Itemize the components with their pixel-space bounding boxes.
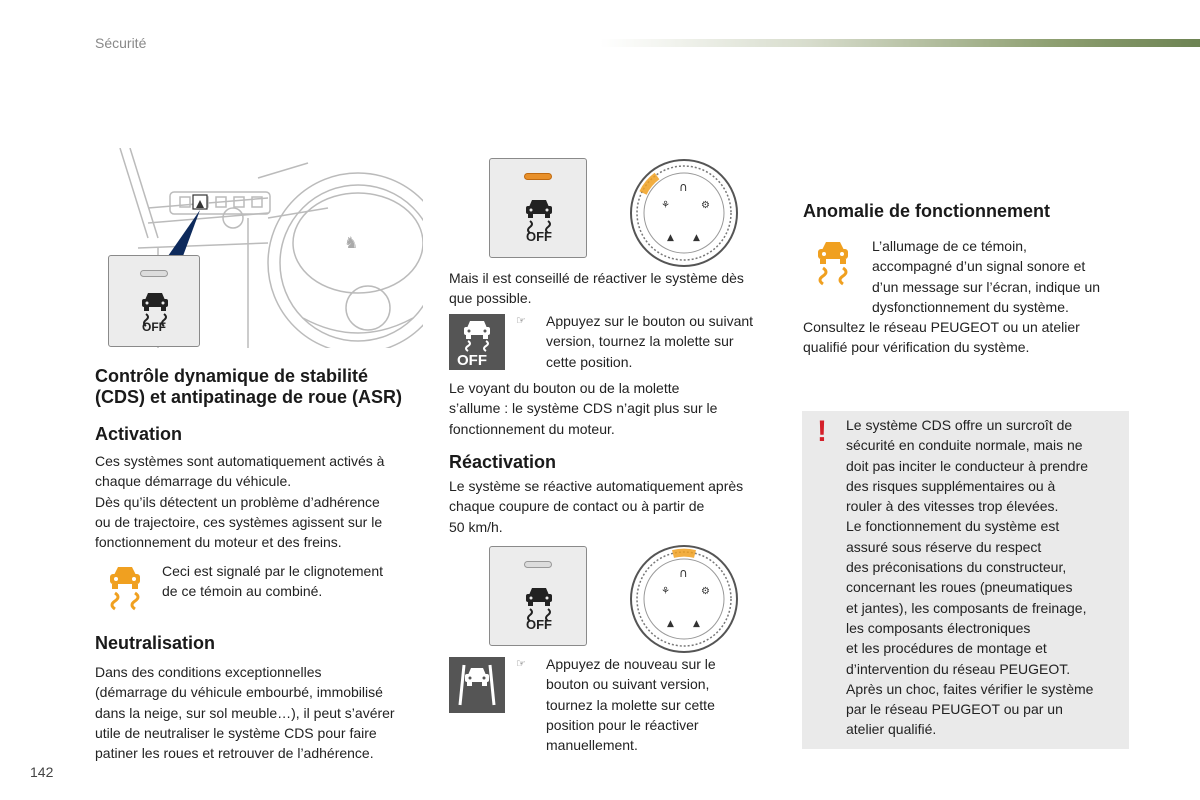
off-label: OFF [457,352,487,369]
voyant-text [449,378,717,439]
text-line: Appuyez de nouveau sur le [546,656,716,672]
text-line: des préconisations du constructeur, [846,559,1067,576]
text-line: (démarrage du véhicule embourbé, immobilisé [95,684,383,701]
page-number: 142 [30,764,54,780]
text-line: que possible. [449,290,532,307]
skid-car-icon [103,565,147,615]
text-line: L’allumage de ce témoin, [872,238,1027,254]
off-label: OFF [526,617,552,632]
text-line: des risques supplémentaires ou à [846,477,1056,494]
text-line: sécurité en conduite normale, mais ne [846,437,1083,454]
text-line: dysfonctionnement du système. [872,298,1069,315]
text-line: utile de neutraliser le système CDS pour faire [95,724,377,741]
text-line: de ce témoin au combiné. [162,583,323,600]
text-line: cette position. [546,353,633,370]
reactivation-heading: Réactivation [449,452,557,472]
text-line: et jantes), les composants de freinage, [846,599,1087,616]
main-title [95,366,402,408]
anomalie-text [803,317,1080,358]
svg-text:▲: ▲ [667,233,674,243]
text-line: Mais il est conseillé de réactiver le système dès [449,270,744,286]
text-line: concernant les roues (pneumatiques [846,579,1073,596]
step1-text [546,311,753,372]
off-label: OFF [142,320,166,334]
skid-car-icon [811,240,855,290]
skid-car-off-icon [458,318,496,352]
text-line: assuré sous réserve du respect [846,538,1042,555]
svg-text:▲: ▲ [667,619,674,629]
svg-text:⚘: ⚘ [661,200,670,211]
text-line: atelier qualifié. [846,721,937,738]
text-line: position pour le réactiver [546,716,699,733]
text-line: bouton ou suivant version, [546,676,710,693]
svg-text:⚙: ⚙ [701,200,710,211]
pointing-hand-icon: ☞ [516,658,526,670]
text-line: rouler à des vitesses trop élevées. [846,498,1059,515]
activation-text [95,451,384,552]
header-bar [600,39,1200,47]
svg-text:▲: ▲ [693,619,700,629]
cds-button-panel-off [489,546,587,646]
dark-road-tile [449,657,505,713]
text-line: manuellement. [546,737,638,754]
svg-text:⚘: ⚘ [661,586,670,597]
reactivation-text [449,476,743,537]
text-line: Le système CDS offre un surcroît de [846,417,1073,433]
text-line: d’un message sur l’écran, indique un [872,278,1101,295]
svg-text:∩: ∩ [679,566,688,580]
svg-text:▲: ▲ [693,233,700,243]
text-line: Ceci est signalé par le clignotement [162,563,384,579]
middle-intro [449,268,744,309]
text-line: ou de trajectoire, ces systèmes agissent sur le [95,513,383,530]
section-label: Sécurité [95,35,147,51]
button-led-active [524,173,552,180]
text-line: Le voyant du bouton ou de la molette [449,380,680,396]
svg-text:∩: ∩ [679,180,688,194]
off-label: OFF [526,229,552,244]
button-led [140,270,168,277]
text-line: Dès qu’ils détectent un problème d’adhérence [95,493,380,510]
text-line: Ces systèmes sont automatiquement activés à [95,453,385,469]
text-line: tournez la molette sur cette [546,696,715,713]
text-line: par le réseau PEUGEOT ou par un [846,701,1063,718]
dark-skid-off-tile [449,314,505,370]
cds-button-panel [108,255,200,347]
text-line: chaque démarrage du véhicule. [95,473,292,490]
neutralisation-text [95,662,395,763]
safety-note-box [802,411,1129,749]
text-line: s’allume : le système CDS n’agit plus sur le [449,400,718,417]
text-line: Le système se réactive automatiquement après [449,478,744,494]
text-line: Après un choc, faites vérifier le système [846,680,1094,697]
main-title-line2: (CDS) et antipatinage de roue (ASR) [95,387,403,407]
text-line: chaque coupure de contact ou à partir de [449,498,705,515]
pointing-hand-icon: ☞ [516,315,526,327]
svg-text:⚙: ⚙ [701,586,710,597]
anomalie-heading: Anomalie de fonctionnement [803,201,1051,221]
selector-knob-icon [629,544,739,654]
exclamation-icon: ! [817,415,827,448]
anomalie-icon-text [872,236,1100,317]
text-line: doit pas inciter le conducteur à prendre [846,457,1089,474]
cds-button-panel-on [489,158,587,258]
text-line: patiner les roues et retrouver de l’adhérence. [95,745,374,762]
text-line: version, tournez la molette sur [546,333,734,350]
text-line: dans la neige, sur sol meuble…), il peut s’avérer [95,704,395,721]
text-line: les composants électroniques [846,619,1031,636]
activation-heading: Activation [95,424,183,444]
svg-text:♞: ♞ [344,233,359,252]
text-line: Appuyez sur le bouton ou suivant [546,313,754,329]
selector-knob-icon [629,158,739,268]
main-title-line1: Contrôle dynamique de stabilité [95,366,369,386]
text-line: fonctionnement du moteur. [449,420,615,437]
text-line: d’intervention du réseau PEUGEOT. [846,660,1071,677]
activation-icon-note [162,561,383,602]
text-line: Le fonctionnement du système est [846,518,1060,535]
text-line: Consultez le réseau PEUGEOT ou un atelier [803,319,1080,335]
step2-text [546,654,716,755]
safety-note-text [846,415,1093,740]
skid-car-road-icon [457,663,497,707]
text-line: qualifié pour vérification du système. [803,339,1030,356]
text-line: Dans des conditions exceptionnelles [95,664,322,680]
text-line: fonctionnement du moteur et des freins. [95,534,342,551]
text-line: et les procédures de montage et [846,640,1047,657]
text-line: accompagné d’un signal sonore et [872,258,1086,275]
button-led [524,561,552,568]
text-line: 50 km/h. [449,518,503,535]
neutralisation-heading: Neutralisation [95,633,216,653]
